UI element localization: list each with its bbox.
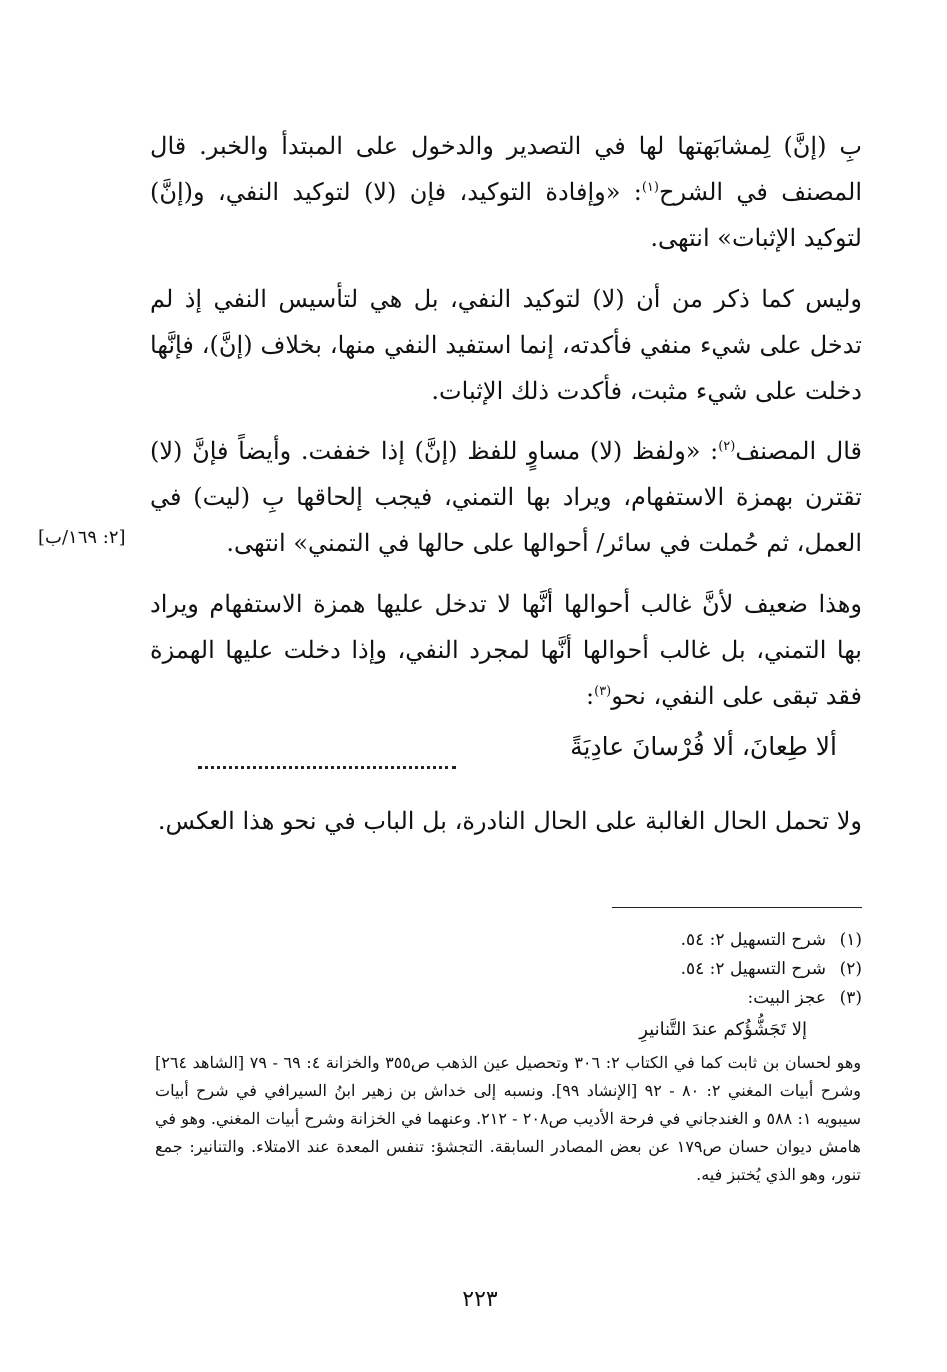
footnote-marker-2[interactable]: (٢) <box>718 439 736 454</box>
manuscript-reference: [٢: ١٦٩/ب] <box>38 527 126 548</box>
paragraph-text: : «ولفظ (لا) مساوٍ للفظ (إنَّ) إذا خففت. وأيضاً فإنَّ (لا) تقترن بهمزة الاستفهام، ويراد بها التمني، فيجب إلحاقها بِ (ليت) في العمل، ثم حُملت في سائر/ أحوالها على حالها في التمني» انتهى. <box>150 437 862 557</box>
paragraph-text: قال المصنف <box>735 437 862 465</box>
footnote-verse: إلا تَجَشُّؤُكم عندَ التَّنانيرِ <box>639 1019 807 1040</box>
footnote-marker-3[interactable]: (٣) <box>594 684 612 699</box>
paragraph-text: بِ (إنَّ) لِمشابَهتها لها في التصدير والدخول على المبتدأ والخبر. قال المصنف في الشرح <box>150 132 862 206</box>
verse-line: ألا طِعانَ، ألا فُرْسانَ عادِيَةً <box>570 732 837 761</box>
footnote-body: وهو لحسان بن ثابت كما في الكتاب ٢: ٣٠٦ وتحصيل عين الذهب ص٣٥٥ والخزانة ٤: ٦٩ - ٧٩ [الشاهد ٢٦٤] وشرح أبيات المغني ٢: ٨٠ - ٩٢ [الإنشاد ٩٩]. ونسبه إلى خداش بن زهير ابنُ السيرافي في شرح أبيات سيبويه ١: ٥٨٨ و الغندجاني في فرحة الأديب ص٢٠٨ - ٢١٢. وعنهما في الخزانة وشرح أبيات المغني. وهو في هامش ديوان حسان ص١٧٩ عن بعض المصادر السابقة. التجشؤ: تنفس المعدة عند الامتلاء. والتنانير: جمع تنور، وهو الذي يُختبز فيه. <box>155 1053 862 1184</box>
footnote-2 <box>152 955 862 983</box>
footnote-text: عجز البيت: <box>747 988 826 1008</box>
footnote-text: شرح التسهيل ٢: ٥٤. <box>680 959 826 979</box>
paragraph-text: ولا تحمل الحال الغالبة على الحال النادرة، بل الباب في نحو هذا العكس. <box>157 807 862 835</box>
paragraph-2 <box>150 276 862 414</box>
paragraph-1 <box>150 123 862 261</box>
paragraph-text: وهذا ضعيف لأنَّ غالب أحوالها أنَّها لا تدخل عليها همزة الاستفهام ويراد بها التمني، بل غالب أحوالها أنَّها لمجرد النفي، وإذا دخلت عليها الهمزة فقد تبقى على النفي، نحو <box>150 590 862 710</box>
footnote-3 <box>152 984 862 1012</box>
paragraph-3 <box>150 428 862 566</box>
footnote-separator <box>612 907 862 908</box>
paragraph-text: : <box>586 682 595 710</box>
footnote-1 <box>152 926 862 954</box>
footnote-number: (١) <box>839 930 862 950</box>
footnote-number: (٢) <box>839 959 862 979</box>
footnote-text: شرح التسهيل ٢: ٥٤. <box>680 930 826 950</box>
footnote-marker-1[interactable]: (١) <box>641 180 659 195</box>
verse-ellipsis-dots <box>198 760 456 769</box>
footnote-number: (٣) <box>839 988 862 1008</box>
paragraph-text: وليس كما ذكر من أن (لا) لتوكيد النفي، بل هي لتأسيس النفي إذ لم تدخل على شيء منفي فأكدته، إنما استفيد النفي منها، بخلاف (إنَّ)، فإنَّها دخلت على شيء مثبت، فأكدت ذلك الإثبات. <box>150 285 862 405</box>
paragraph-4 <box>150 581 862 719</box>
page-number: ٢٢٣ <box>462 1287 498 1312</box>
paragraph-5 <box>150 798 862 844</box>
paragraph-text: : «وإفادة التوكيد، فإن (لا) لتوكيد النفي، و(إنَّ) لتوكيد الإثبات» انتهى. <box>150 178 862 252</box>
